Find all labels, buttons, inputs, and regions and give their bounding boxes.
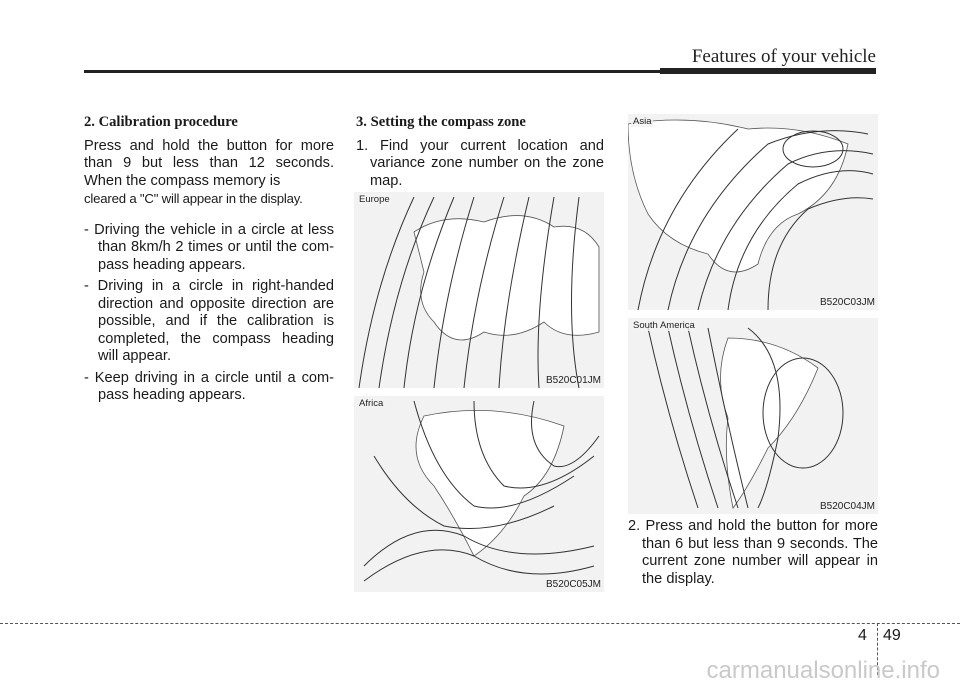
- map-code: B520C01JM: [545, 375, 601, 386]
- africa-map: [354, 396, 604, 592]
- page-number: 49: [883, 627, 901, 644]
- europe-map: [354, 192, 604, 388]
- footer-rule: [0, 623, 960, 624]
- africa-map-graphic: [354, 396, 604, 592]
- calibration-item: - Keep driving in a circle until a com-pass heading appears.: [84, 369, 334, 403]
- map-code: B520C04JM: [819, 501, 875, 512]
- south-america-map: [628, 318, 878, 514]
- calibration-intro: Press and hold the button for more than 9 but less than 12 seconds. When the compass memory is: [84, 137, 334, 189]
- asia-map: [628, 114, 878, 310]
- map-label: Asia: [633, 116, 652, 127]
- map-label: Africa: [359, 398, 384, 409]
- calibration-item: - Driving in a circle in right-handed direction and opposite direction are possible, and if the calibration is completed, the compass heading will appear.: [84, 278, 334, 364]
- south-america-map-graphic: [628, 318, 878, 514]
- zone-step-2-block: [628, 518, 878, 592]
- calibration-intro-last: cleared a "C" will appear in the display.: [84, 191, 303, 206]
- header-rule: [84, 70, 660, 73]
- europe-map-graphic: [354, 192, 604, 388]
- map-label: South America: [633, 320, 695, 331]
- calibration-item: - Driving the vehicle in a circle at less than 8km/h 2 times or until the com-pass heading appears.: [84, 221, 334, 273]
- asia-map-graphic: [628, 114, 878, 310]
- map-code: B520C05JM: [545, 579, 601, 590]
- map-label: Europe: [359, 194, 390, 205]
- zone-step-2: 2. Press and hold the button for more than 6 but less than 9 seconds. The current zone number will appear in the display.: [628, 518, 878, 587]
- zone-step-1: 1. Find your current location and variance zone number on the zone map.: [356, 137, 604, 189]
- calibration-heading: 2. Calibration procedure: [84, 114, 238, 130]
- header-rule-thick: [660, 68, 876, 74]
- zone-column: [356, 114, 604, 194]
- watermark: carmanualsonline.info: [706, 657, 940, 684]
- map-code: B520C03JM: [819, 297, 875, 308]
- calibration-column: [84, 114, 334, 409]
- page-header-title: Features of your vehicle: [691, 46, 876, 67]
- page-chapter: 4: [858, 627, 867, 644]
- zone-heading: 3. Setting the compass zone: [356, 114, 526, 130]
